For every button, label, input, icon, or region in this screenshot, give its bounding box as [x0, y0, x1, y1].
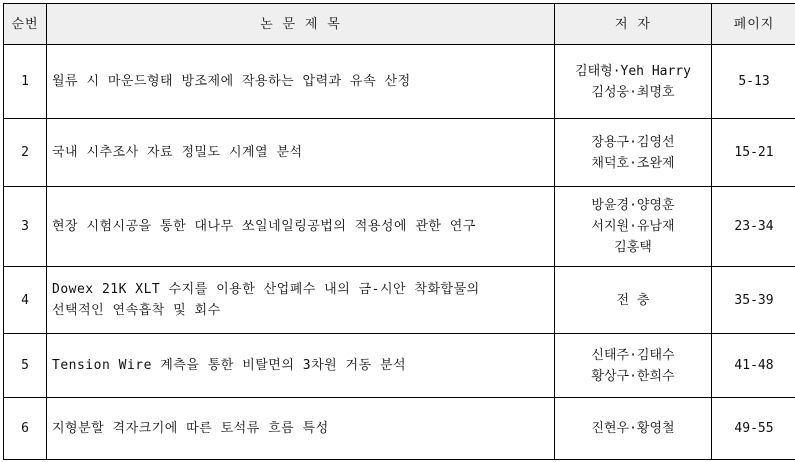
page-range: 49-55 — [712, 398, 795, 460]
page-range: 15-21 — [712, 119, 795, 187]
paper-title — [47, 187, 555, 267]
paper-title-line: 지형분할 격자크기에 따른 토석류 흐름 특성 — [52, 421, 329, 436]
row-number: 2 — [4, 119, 47, 187]
author-line: 김홍택 — [614, 240, 652, 255]
row-number: 1 — [4, 45, 47, 119]
paper-title — [47, 45, 555, 119]
header-no: 순번 — [4, 4, 47, 45]
author-line: 장용구·김영선 — [591, 134, 675, 150]
paper-title — [47, 119, 555, 187]
table-row — [4, 267, 795, 334]
row-number: 3 — [4, 187, 47, 267]
paper-title-line: Dowex 21K XLT 수지를 이용한 산업폐수 내의 금-시안 착화합물의 — [52, 282, 480, 297]
author-line: 김성웅·최명호 — [591, 84, 675, 100]
paper-title — [47, 334, 555, 398]
author-line: 신태주·김태수 — [591, 347, 675, 363]
page-range: 41-48 — [712, 334, 795, 398]
authors — [555, 398, 712, 460]
header-pages: 페이지 — [712, 4, 795, 45]
paper-title-line: 선택적인 연속흡착 및 회수 — [52, 303, 221, 318]
table-row — [4, 334, 795, 398]
row-number: 5 — [4, 334, 47, 398]
authors — [555, 267, 712, 334]
author-line: 서지원·유남재 — [591, 219, 675, 234]
page-range: 23-34 — [712, 187, 795, 267]
table-row — [4, 187, 795, 267]
paper-title-line: 국내 시추조사 자료 정밀도 시계열 분석 — [52, 145, 303, 160]
header-row — [4, 4, 795, 45]
authors — [555, 187, 712, 267]
author-line: 진현우·황영철 — [591, 421, 675, 436]
author-line: 전 충 — [616, 292, 650, 308]
table-of-contents — [3, 3, 795, 460]
author-line: 채덕호·조완제 — [591, 155, 675, 171]
paper-title-line: 월류 시 마운드형태 방조제에 작용하는 압력과 유속 산정 — [52, 74, 411, 89]
table-row — [4, 398, 795, 460]
header-author: 저 자 — [555, 4, 712, 45]
authors — [555, 45, 712, 119]
authors — [555, 119, 712, 187]
page-range: 35-39 — [712, 267, 795, 334]
author-line: 방윤경·양영훈 — [591, 198, 675, 213]
author-line: 김태형·Yeh Harry — [575, 63, 691, 79]
table-row — [4, 45, 795, 119]
header-title: 논 문 제 목 — [47, 4, 555, 45]
table-row — [4, 119, 795, 187]
paper-title — [47, 267, 555, 334]
page-range: 5-13 — [712, 45, 795, 119]
author-line: 황상구·한희수 — [591, 368, 675, 384]
authors — [555, 334, 712, 398]
paper-title-line: Tension Wire 계측을 통한 비탈면의 3차원 거동 분석 — [52, 358, 407, 373]
paper-title-line: 현장 시험시공을 통한 대나무 쏘일네일링공법의 적용성에 관한 연구 — [52, 219, 476, 234]
row-number: 4 — [4, 267, 47, 334]
paper-title — [47, 398, 555, 460]
row-number: 6 — [4, 398, 47, 460]
